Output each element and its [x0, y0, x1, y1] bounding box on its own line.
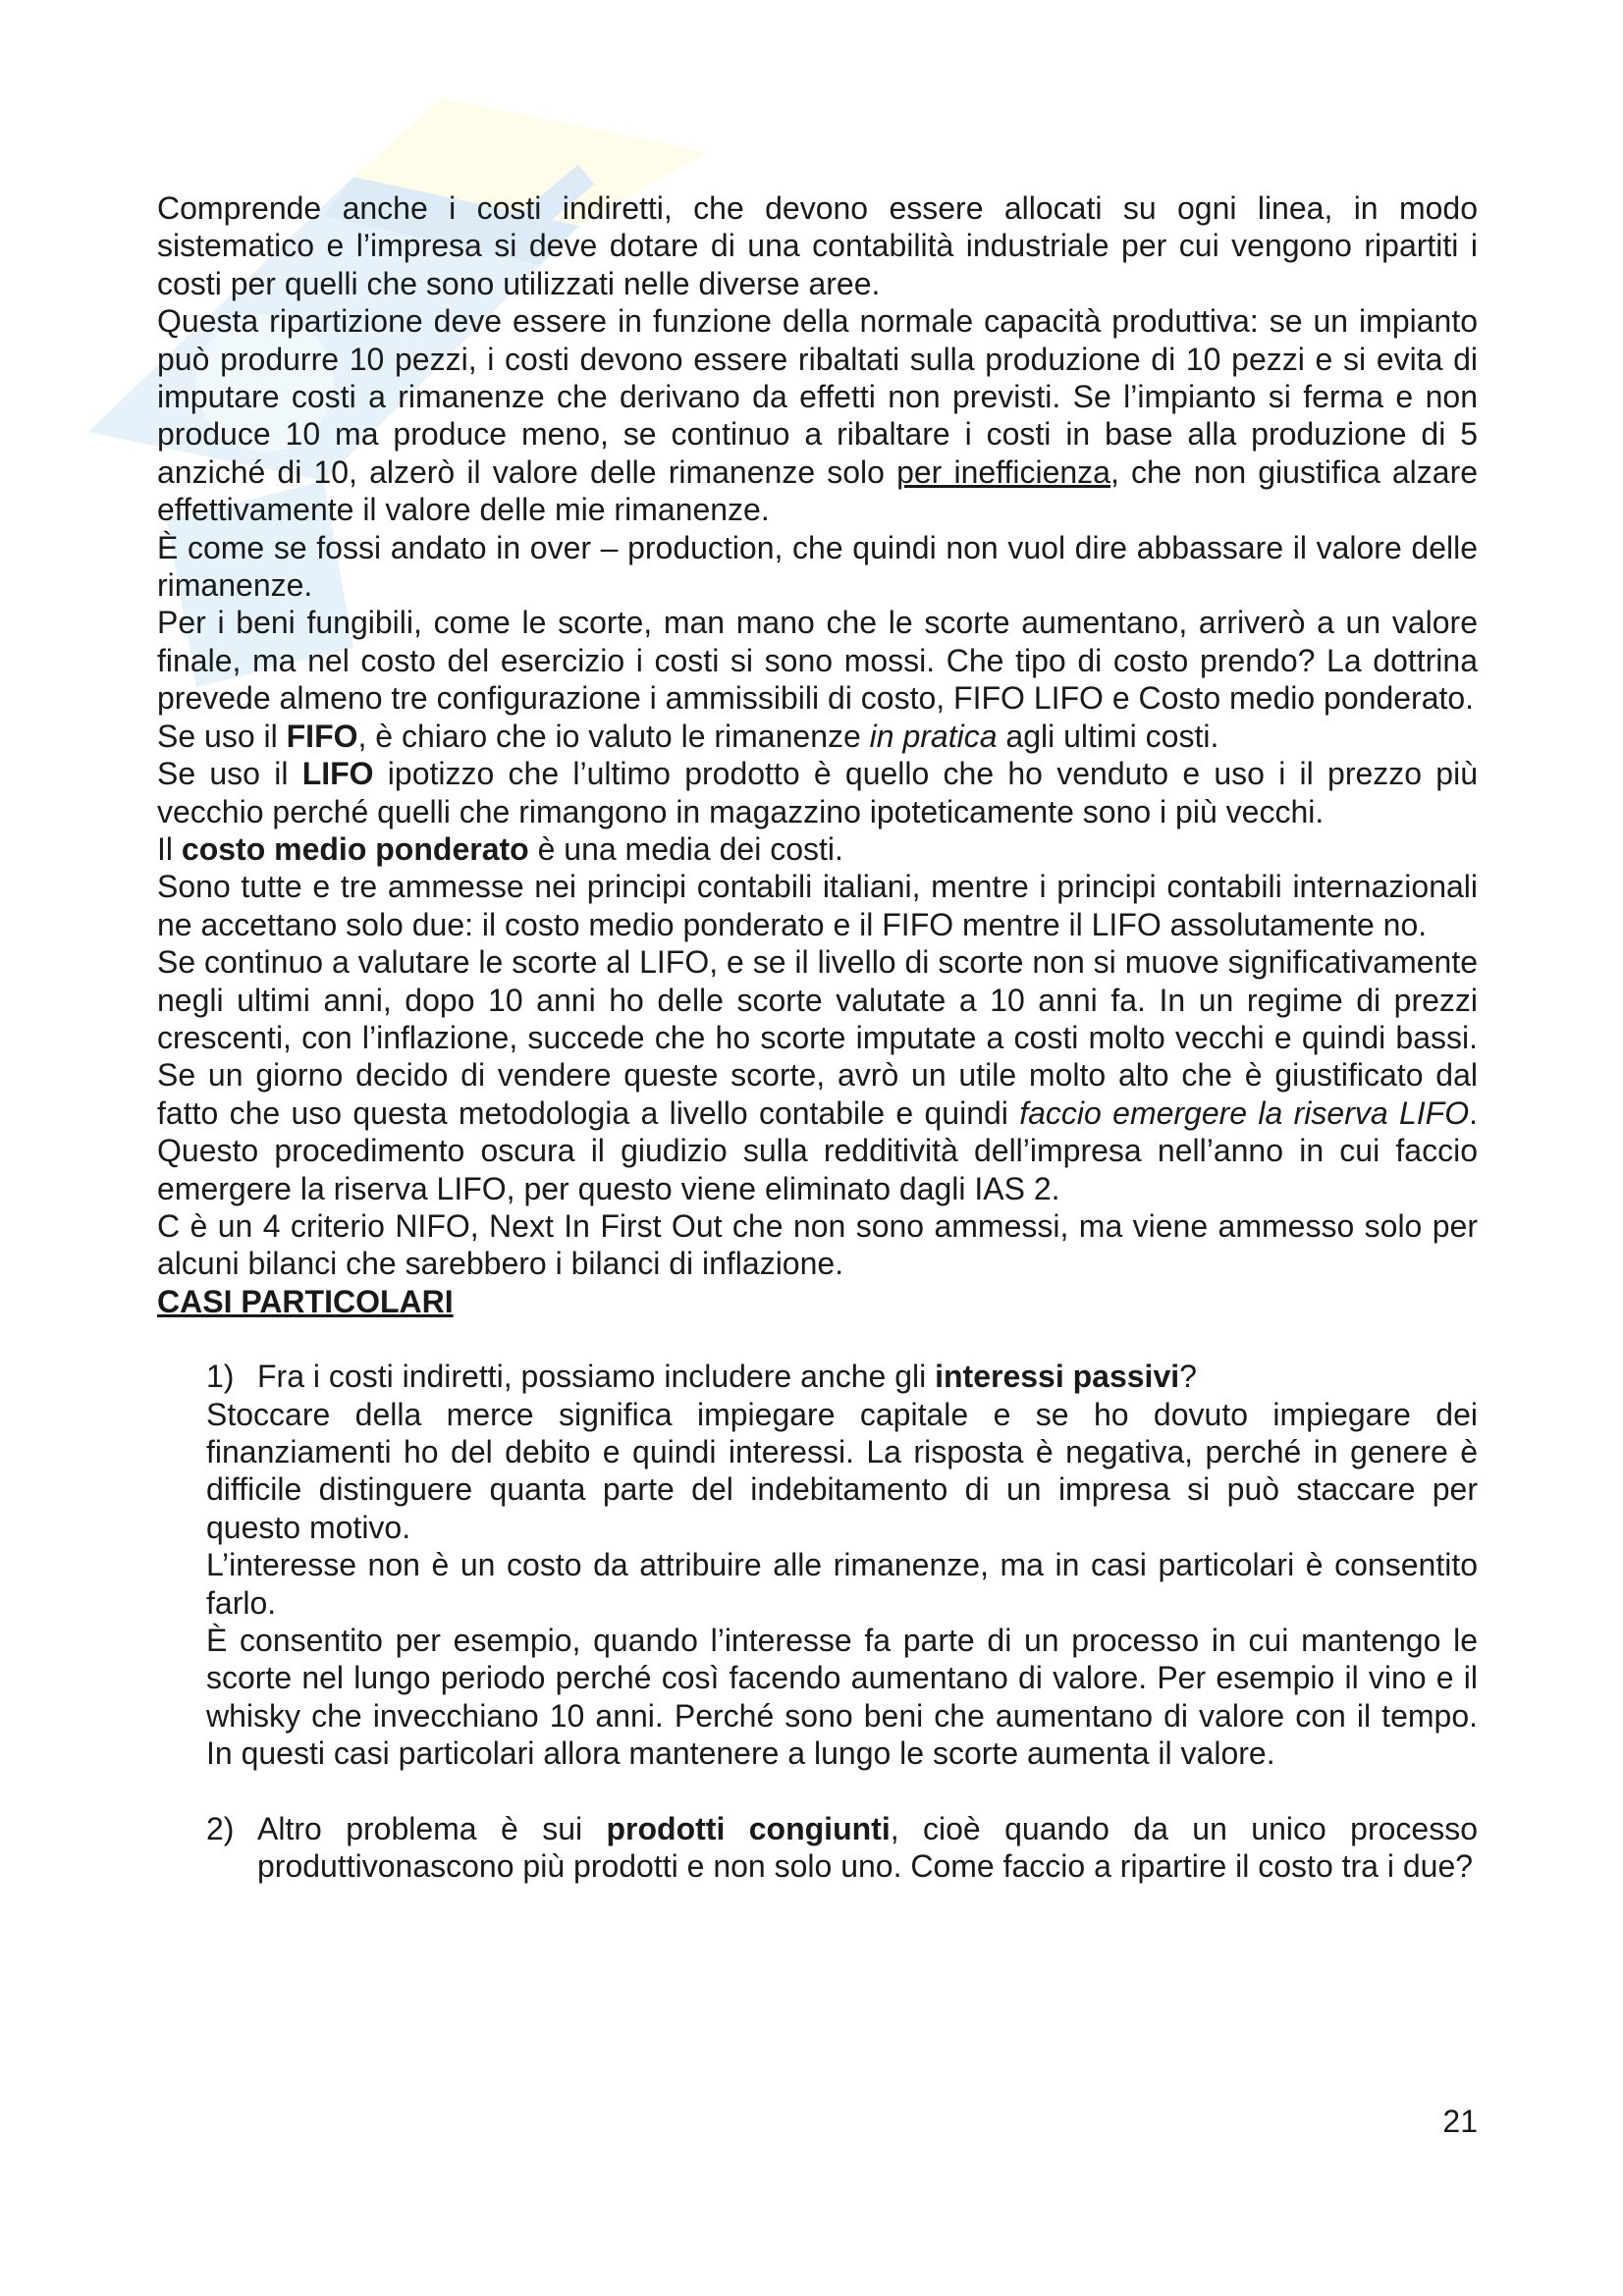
paragraph: Per i beni fungibili, come le scorte, man mano che le scorte aumentano, arriverò a un valore finale, ma nel costo del esercizio i costi si sono mossi. Che tipo di costo prendo? La dottrina prevede almeno tre configurazione i ammissibili di costo, FIFO LIFO e Costo medio ponderato.: [157, 605, 1478, 717]
document-body: [157, 189, 1478, 1885]
paragraph: [157, 830, 1478, 868]
text-run: ?: [1179, 1359, 1197, 1395]
bold-term: costo medio ponderato: [181, 830, 529, 867]
text-run: è una media dei costi.: [528, 830, 843, 867]
bold-term: FIFO: [286, 718, 358, 754]
text-run: , è chiaro che io valuto le rimanenze: [357, 718, 870, 754]
italic-text: in pratica: [869, 718, 998, 754]
text-run: Il: [157, 830, 182, 867]
text-run: Altro problema è sui: [257, 1810, 607, 1846]
text-run: Se uso il: [157, 718, 287, 754]
page-number: 21: [1442, 2104, 1478, 2139]
paragraph: Sono tutte e tre ammesse nei principi contabili italiani, mentre i principi contabili internazionali ne accettano solo due: il costo medio ponderato e il FIFO mentre il LIFO assolutamente no.: [157, 869, 1478, 942]
numbered-list: [206, 1358, 1478, 1885]
paragraph: [157, 943, 1478, 1207]
text-run: Fra i costi indiretti, possiamo includere anche gli: [257, 1359, 936, 1395]
list-item: [206, 1810, 1478, 1886]
list-paragraph: Stoccare della merce significa impiegare capitale e se ho dovuto impiegare dei finanziamenti ho del debito e quindi interessi. La risposta è negativa, perché in genere è difficile distinguere quanta parte del indebitamento di un impresa si può staccare per questo motivo.: [206, 1396, 1478, 1545]
text-run: agli ultimi costi.: [997, 718, 1219, 754]
list-paragraph: L’interesse non è un costo da attribuire alle rimanenze, ma in casi particolari è consentito farlo.: [206, 1547, 1478, 1621]
text-run: Se uso il: [157, 756, 302, 792]
paragraph: [157, 718, 1478, 755]
paragraph: Comprende anche i costi indiretti, che devono essere allocati su ogni linea, in modo sistematico e l’impresa si deve dotare di una contabilità industriale per cui vengono ripartiti i costi per quelli che sono utilizzati nelle diverse aree.: [157, 190, 1478, 301]
list-number: 1): [206, 1359, 235, 1395]
underlined-text: per inefficienza: [896, 454, 1110, 490]
italic-text: faccio emergere la riserva LIFO: [1019, 1095, 1470, 1131]
text-run: , cioè quando da un unico processo produttivonascono più prodotti e non solo uno. Come faccio a ripartire il costo tra i due?: [257, 1810, 1479, 1885]
paragraph: C è un 4 criterio NIFO, Next In First Out che non sono ammessi, ma viene ammesso solo per alcuni bilanci che sarebbero i bilanci di inflazione.: [157, 1207, 1478, 1282]
text-run: ipotizzo che l’ultimo prodotto è quello che ho venduto e uso i il prezzo più vecchio perché quelli che rimangono in magazzino ipoteticamente sono i più vecchi.: [157, 756, 1479, 829]
list-item-text: [257, 1810, 1478, 1886]
list-paragraph: È consentito per esempio, quando l’interesse fa parte di un processo in cui mantengo le scorte nel lungo periodo perché così facendo aumentano di valore. Per esempio il vino e il whisky che invecchiano 10 anni. Perché sono beni che aumentano di valore con il tempo. In questi casi particolari allora mantenere a lungo le scorte aumenta il valore.: [206, 1623, 1478, 1772]
section-title: CASI PARTICOLARI: [157, 1283, 454, 1319]
bold-term: interessi passivi: [935, 1359, 1180, 1395]
bold-term: prodotti congiunti: [606, 1810, 891, 1846]
list-item: [206, 1358, 1478, 1395]
list-item-text: [257, 1358, 1478, 1395]
text-run: Se continuo a valutare le scorte al LIFO, e se il livello di scorte non si muove significativamente negli ultimi anni, dopo 10 anni ho delle scorte valutate a 10 anni fa. In un regime di prezzi crescenti, con l’inflazione, succede che ho scorte imputate a costi molto vecchi e quindi bassi. Se un giorno decido di vendere queste scorte, avrò un utile molto alto che è giustificato dal fatto che uso questa metodologia a livello contabile e quindi: [157, 944, 1478, 1131]
text-run: Questa ripartizione deve essere in funzione della normale capacità produttiva: se un impianto può produrre 10 pezzi, i costi devono essere ribaltati sulla produzione di 10 pezzi e si evita di imputare costi a rimanenze che derivano da effetti non previsti. Se l’impianto si ferma e non produce 10 ma produce meno, se continuo a ribaltare i costi in base alla produzione di 5 anziché di 10, alzerò il valore delle rimanenze solo: [157, 303, 1478, 490]
text-run: , che non giustifica alzare effettivamente il valore delle mie rimanenze.: [157, 454, 1479, 528]
paragraph: [157, 302, 1478, 528]
paragraph: È come se fossi andato in over – production, che quindi non vuol dire abbassare il valore delle rimanenze.: [157, 529, 1478, 604]
text-run: . Questo procedimento oscura il giudizio sulla redditività dell’impresa nell’anno in cui faccio emergere la riserva LIFO, per questo viene eliminato dagli IAS 2.: [157, 1095, 1479, 1206]
list-number: 2): [206, 1810, 235, 1846]
paragraph: [157, 755, 1478, 830]
bold-term: LIFO: [301, 756, 374, 792]
